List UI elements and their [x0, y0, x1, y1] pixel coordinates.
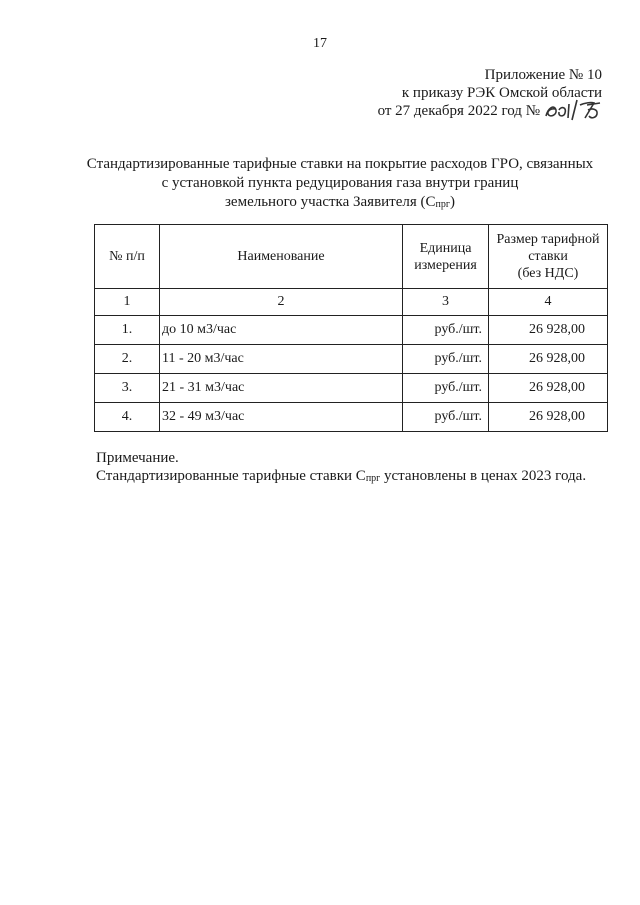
table-row [95, 374, 608, 403]
row-unit: руб./шт. [403, 316, 489, 345]
column-number: 2 [160, 289, 403, 316]
column-number: 4 [489, 289, 608, 316]
note-text-end: установлены в ценах 2023 года. [380, 468, 587, 484]
note-block [96, 449, 586, 488]
title-line-3-end: ) [449, 194, 455, 210]
row-name: 21 - 31 м3/час [160, 374, 403, 403]
row-unit: руб./шт. [403, 345, 489, 374]
document-title [80, 155, 600, 214]
table-row [95, 345, 608, 374]
column-number: 3 [403, 289, 489, 316]
row-unit: руб./шт. [403, 374, 489, 403]
title-line-3 [80, 193, 600, 214]
appendix-order-date [378, 102, 602, 120]
table-row [95, 316, 608, 345]
table-row [95, 403, 608, 432]
row-name: 32 - 49 м3/час [160, 403, 403, 432]
header-unit [403, 225, 489, 289]
header-unit-line2: измерения [414, 257, 477, 273]
row-rate: 26 928,00 [489, 374, 608, 403]
header-unit-line1: Единица [419, 240, 472, 256]
row-unit: руб./шт. [403, 403, 489, 432]
row-rate: 26 928,00 [489, 403, 608, 432]
note-label: Примечание. [96, 450, 179, 466]
header-num: № п/п [95, 225, 160, 289]
title-subscript: прг [435, 199, 450, 210]
note-subscript: прг [365, 473, 381, 484]
header-rate-line3: (без НДС) [517, 266, 579, 281]
header-name: Наименование [160, 225, 403, 289]
page-number: 17 [313, 36, 327, 51]
title-line-1: Стандартизированные тарифные ставки на покрытие расходов ГРО, связанных [86, 156, 594, 172]
row-num: 4. [95, 403, 160, 432]
row-rate: 26 928,00 [489, 345, 608, 374]
column-number-row [95, 289, 608, 316]
table-header-row [95, 225, 608, 289]
appendix-title: Приложение № 10 [484, 67, 602, 83]
title-line-2: с установкой пункта редуцирования газа внутри границ [161, 175, 519, 191]
column-number: 1 [95, 289, 160, 316]
header-rate-line2: ставки [528, 249, 568, 264]
row-num: 2. [95, 345, 160, 374]
title-line-3-text: земельного участка Заявителя (С [225, 194, 436, 210]
note-text-start: Стандартизированные тарифные ставки С [96, 468, 366, 484]
row-rate: 26 928,00 [489, 316, 608, 345]
note-text [96, 467, 586, 488]
header-rate [489, 225, 608, 289]
row-num: 3. [95, 374, 160, 403]
appendix-order-ref: к приказу РЭК Омской области [401, 85, 602, 101]
tariff-table [94, 224, 608, 432]
appendix-block [378, 66, 602, 120]
row-name: 11 - 20 м3/час [160, 345, 403, 374]
order-date-text: от 27 декабря 2022 год № [377, 103, 540, 119]
row-num: 1. [95, 316, 160, 345]
header-rate-line1: Размер тарифной [496, 232, 600, 247]
handwritten-order-number [544, 102, 602, 120]
row-name: до 10 м3/час [160, 316, 403, 345]
